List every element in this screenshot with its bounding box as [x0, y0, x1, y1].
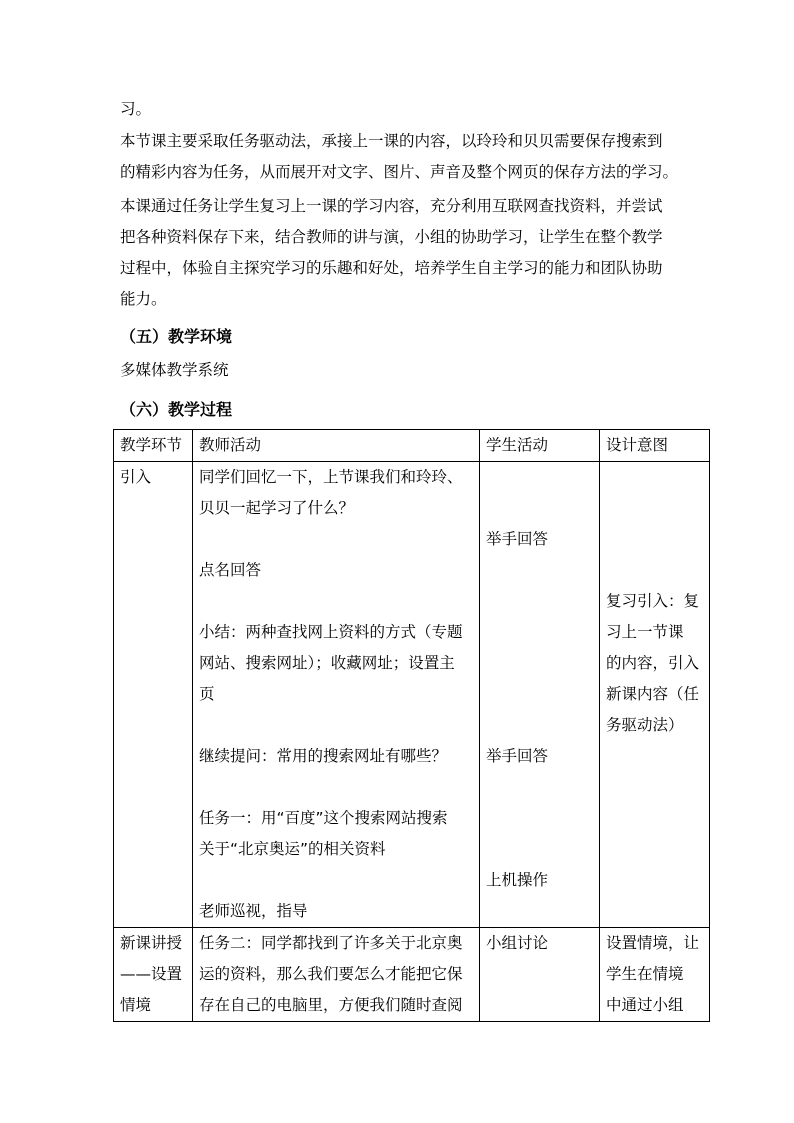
teacher-line: 存在自己的电脑里，方便我们随时查阅 [199, 996, 463, 1014]
teaching-process-table [113, 429, 710, 1022]
teacher-line: 同学们回忆一下，上节课我们和玲玲、 [199, 468, 463, 486]
design-intent-cell [600, 462, 710, 928]
text-line: 本课通过任务让学生复习上一课的学习内容，充分利用互联网查找资料，并尝试 [120, 197, 663, 215]
student-activity-cell [480, 928, 600, 1022]
design-line: 习上一节课 [606, 623, 684, 641]
table-row [114, 928, 710, 1022]
teacher-line: 页 [199, 685, 215, 703]
paragraph-task [120, 191, 680, 315]
student-line: 上机操作 [486, 871, 549, 889]
teacher-line: 继续提问：常用的搜索网址有哪些？ [199, 747, 448, 765]
design-line: 设置情境，让 [606, 934, 700, 952]
text-line: 能力。 [120, 290, 167, 308]
teacher-line: 小结：两种查找网上资料的方式（专题 [199, 623, 463, 641]
text-line: 本节课主要采取任务驱动法，承接上一课的内容，以玲玲和贝贝需要保存搜索到 [120, 132, 663, 150]
header-teacher-activity: 教师活动 [193, 430, 480, 462]
teacher-line: 老师巡视，指导 [199, 902, 308, 920]
stage-line: ——设置 [120, 965, 183, 983]
section-heading-process: （六）教学过程 [120, 400, 233, 419]
teacher-line: 点名回答 [199, 561, 262, 579]
teacher-activity-cell [193, 462, 480, 928]
environment-content: 多媒体教学系统 [120, 361, 229, 379]
header-stage: 教学环节 [114, 430, 193, 462]
header-design-intent: 设计意图 [600, 430, 710, 462]
student-line: 举手回答 [486, 530, 549, 548]
teacher-line: 贝贝一起学习了什么？ [199, 499, 355, 517]
paragraph-continuation: 习。 [120, 100, 152, 118]
stage-cell [114, 462, 193, 928]
student-line: 小组讨论 [486, 934, 549, 952]
design-line: 务驱动法） [606, 716, 684, 734]
paragraph-method [120, 126, 680, 188]
design-line: 的内容，引入 [606, 654, 700, 672]
design-line: 新课内容（任 [606, 685, 700, 703]
design-intent-cell [600, 928, 710, 1022]
stage-line: 情境 [120, 996, 152, 1014]
table-header-row [114, 430, 710, 462]
stage-text: 引入 [120, 468, 152, 486]
stage-line: 新课讲授 [120, 934, 183, 952]
text-line: 过程中，体验自主探究学习的乐趣和好处，培养学生自主学习的能力和团队协助 [120, 259, 663, 277]
design-line: 学生在情境 [606, 965, 684, 983]
design-line: 中通过小组 [606, 996, 684, 1014]
teacher-line: 网站、搜索网址）；收藏网址；设置主 [199, 654, 455, 672]
teacher-line: 任务一：用“百度”这个搜索网站搜索 [199, 809, 448, 827]
header-student-activity: 学生活动 [480, 430, 600, 462]
text-line: 的精彩内容为任务，从而展开对文字、图片、声音及整个网页的保存方法的学习。 [120, 163, 679, 181]
table-row [114, 462, 710, 928]
text-line: 把各种资料保存下来，结合教师的讲与演，小组的协助学习，让学生在整个教学 [120, 228, 663, 246]
teacher-line: 关于“北京奥运”的相关资料 [199, 840, 386, 858]
student-line: 举手回答 [486, 747, 549, 765]
stage-cell [114, 928, 193, 1022]
student-activity-cell [480, 462, 600, 928]
teacher-activity-cell [193, 928, 480, 1022]
teacher-line: 运的资料，那么我们要怎么才能把它保 [199, 965, 463, 983]
teacher-line: 任务二：同学都找到了许多关于北京奥 [199, 934, 463, 952]
section-heading-environment: （五）教学环境 [120, 327, 233, 346]
design-line: 复习引入：复 [606, 592, 700, 610]
